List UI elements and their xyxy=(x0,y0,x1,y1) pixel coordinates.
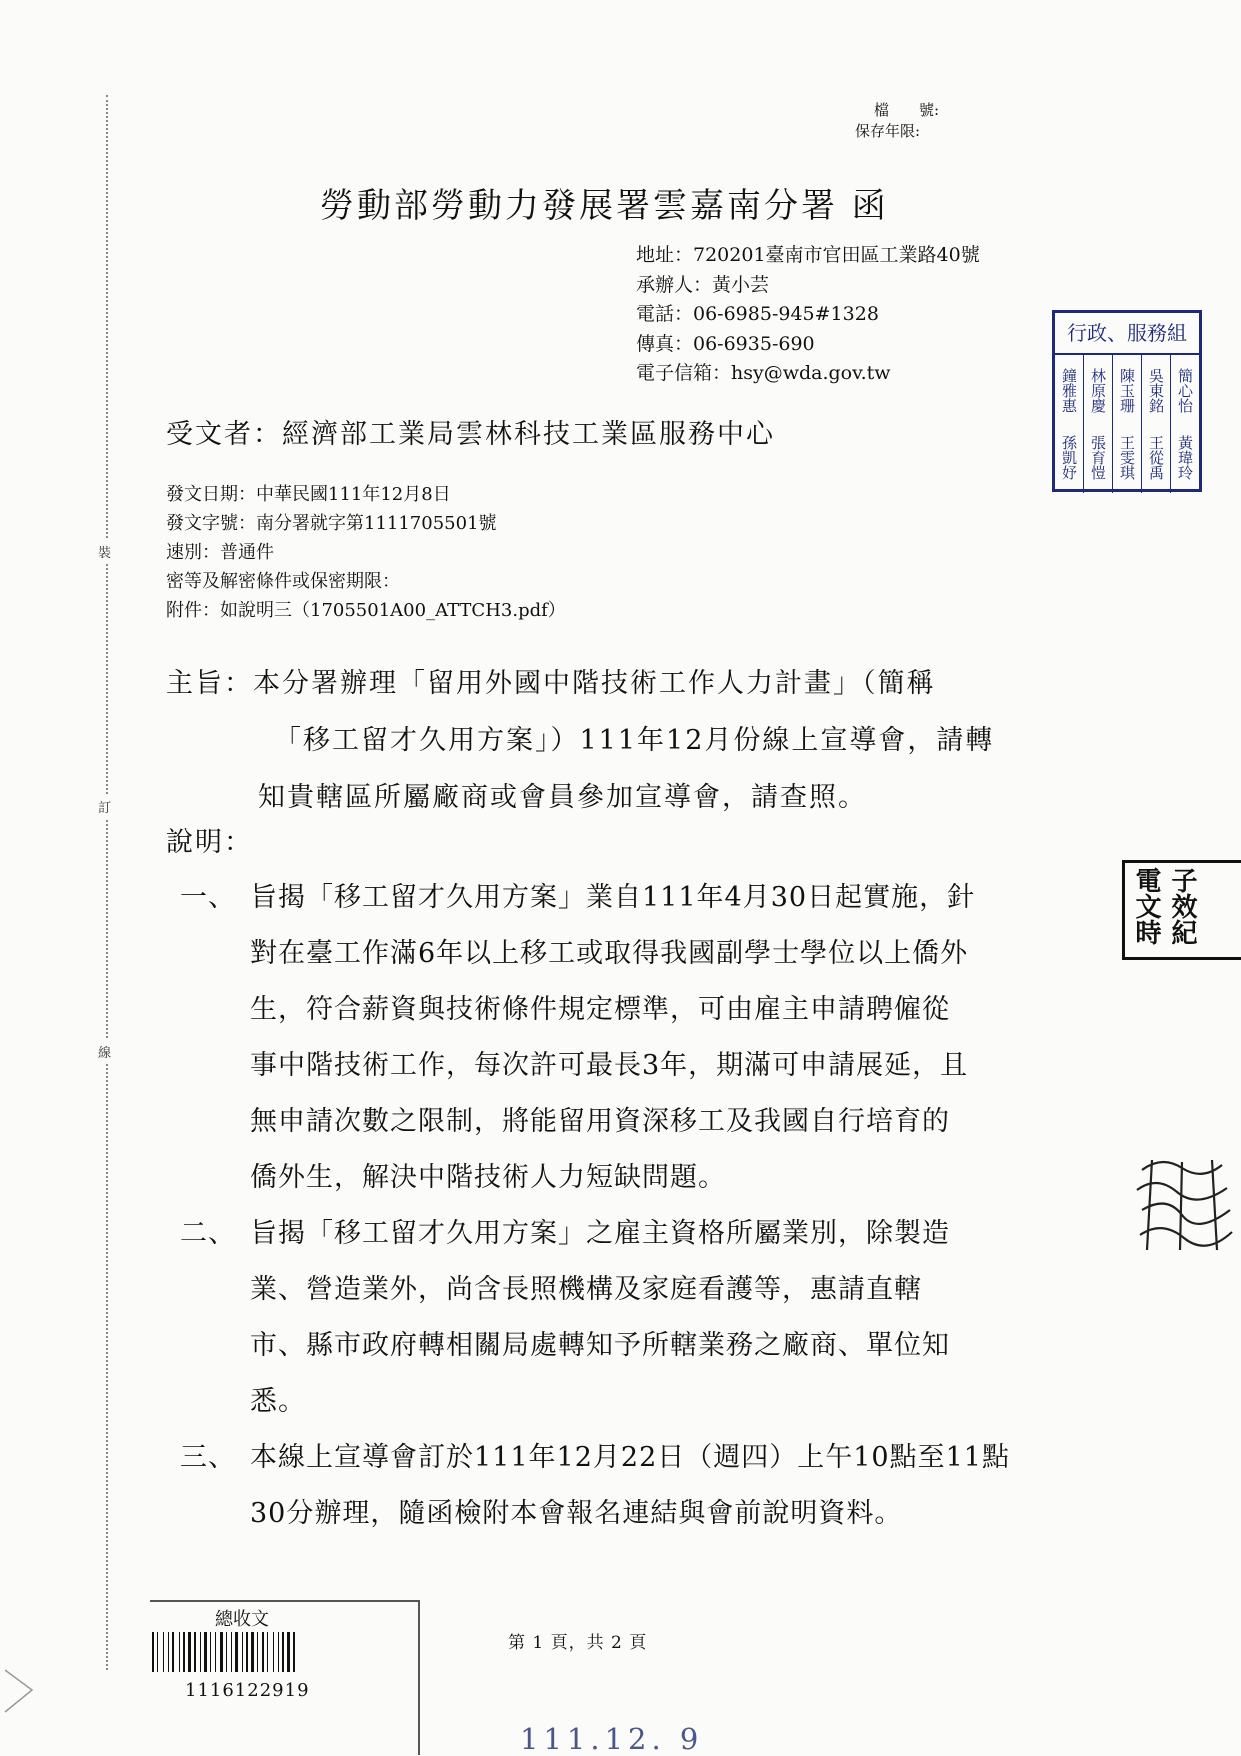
handler: 承辦人：黃小芸 xyxy=(636,273,770,296)
seal-text: 電文時 xyxy=(1131,867,1161,945)
item-line: 無申請次數之限制，將能留用資深移工及我國自行培育的 xyxy=(250,1106,950,1137)
document-title: 勞動部勞動力發展署雲嘉南分署 函 xyxy=(320,186,889,226)
stamp-name: 王從禹 xyxy=(1147,435,1165,480)
recipient: 受文者：經濟部工業局雲林科技工業區服務中心 xyxy=(166,419,775,450)
corner-mark-icon xyxy=(0,1660,40,1720)
stamp-name: 張育愷 xyxy=(1089,435,1107,480)
stamp-name: 黃瑋玲 xyxy=(1176,435,1194,480)
item-line: 市、縣市政府轉相關局處轉知予所轄業務之廠商、單位知 xyxy=(250,1330,950,1361)
binding-mark-zhuang: 裝 xyxy=(98,540,111,563)
stamp-name: 王雯琪 xyxy=(1118,435,1136,480)
item-line: 事中階技術工作，每次許可最長3年，期滿可申請展延，且 xyxy=(250,1050,969,1081)
item-line: 30分辦理，隨函檢附本會報名連結與會前說明資料。 xyxy=(250,1498,903,1529)
binding-mark-ding: 訂 xyxy=(98,795,111,818)
fax: 傳真：06-6935-690 xyxy=(636,332,815,355)
stamp-column xyxy=(1055,355,1084,493)
speed-class: 速別：普通件 xyxy=(166,542,274,563)
item-line: 對在臺工作滿6年以上移工或取得我國副學士學位以上僑外 xyxy=(250,938,969,969)
item-line: 僑外生，解決中階技術人力短缺問題。 xyxy=(250,1162,726,1193)
address: 地址：720201臺南市官田區工業路40號 xyxy=(636,244,980,266)
stamp-heading: 行政、服務組 xyxy=(1055,313,1199,355)
stamp-name: 吳東銘 xyxy=(1147,368,1165,413)
seal-text: 子效紀 xyxy=(1167,867,1197,945)
receipt-box xyxy=(150,1600,420,1755)
item-line: 旨揭「移工留才久用方案」業自111年4月30日起實施，針 xyxy=(250,882,976,913)
stamp-column xyxy=(1084,355,1113,493)
item-line: 生，符合薪資與技術條件規定標準，可由雇主申請聘僱從 xyxy=(250,994,950,1025)
item-line: 旨揭「移工留才久用方案」之雇主資格所屬業別，除製造 xyxy=(250,1218,950,1249)
file-number-label: 檔 號: xyxy=(874,101,940,119)
page-number: 第 1 頁，共 2 頁 xyxy=(508,1633,648,1653)
electronic-timestamp-seal xyxy=(1122,860,1241,960)
subject-line: 知貴轄區所屬廠商或會員參加宣導會，請查照。 xyxy=(258,782,867,813)
email: 電子信箱：hsy@wda.gov.tw xyxy=(636,362,891,384)
item-number: 二、 xyxy=(180,1218,236,1249)
routing-stamp xyxy=(1052,310,1202,492)
item-number: 三、 xyxy=(180,1442,236,1473)
binding-line xyxy=(106,95,108,1670)
contact-block xyxy=(636,241,980,389)
item-line: 悉。 xyxy=(250,1386,306,1417)
attachment: 附件：如說明三（1705501A00_ATTCH3.pdf） xyxy=(166,600,566,621)
retention-label: 保存年限: xyxy=(855,122,921,140)
stamp-name: 陳玉珊 xyxy=(1118,368,1136,413)
item-line: 本線上宣導會訂於111年12月22日（週四）上午10點至11點 xyxy=(250,1442,1010,1473)
description-item xyxy=(180,870,1010,1206)
stamp-column xyxy=(1171,355,1199,493)
seal-mark-icon xyxy=(1122,1150,1241,1260)
barcode-number: 1116122919 xyxy=(185,1680,310,1701)
stamp-name: 鐘雅惠 xyxy=(1060,368,1078,413)
file-meta xyxy=(855,100,939,142)
item-line: 業、營造業外，尚含長照機構及家庭看護等，惠請直轄 xyxy=(250,1274,922,1305)
item-number: 一、 xyxy=(180,882,236,913)
description-item xyxy=(180,1430,1010,1542)
document-meta xyxy=(166,480,566,625)
receipt-box-title: 總收文 xyxy=(215,1609,269,1630)
stamp-name: 孫凱妤 xyxy=(1060,435,1078,480)
subject-line: 「移工留才久用方案」）111年12月份線上宣導會，請轉 xyxy=(274,725,995,756)
stamp-name: 林原慶 xyxy=(1089,368,1107,413)
description-heading: 說明： xyxy=(166,827,253,858)
description-item xyxy=(180,1206,1010,1430)
stamp-name: 簡心怡 xyxy=(1176,368,1194,413)
stamp-column xyxy=(1142,355,1171,493)
subject-line: 主旨：本分署辦理「留用外國中階技術工作人力計畫」（簡稱 xyxy=(166,668,936,699)
stamp-column xyxy=(1113,355,1142,493)
phone: 電話：06-6985-945#1328 xyxy=(636,303,879,325)
description-items xyxy=(180,870,1010,1542)
barcode-icon xyxy=(150,1632,345,1672)
issue-date: 發文日期：中華民國111年12月8日 xyxy=(166,484,451,505)
document-number: 發文字號：南分署就字第1111705501號 xyxy=(166,513,497,534)
secrecy-level: 密等及解密條件或保密期限： xyxy=(166,571,400,592)
subject-block xyxy=(166,655,994,826)
binding-mark-xian: 線 xyxy=(98,1040,111,1063)
received-date-stamp: 111.12. 9 xyxy=(520,1722,704,1756)
